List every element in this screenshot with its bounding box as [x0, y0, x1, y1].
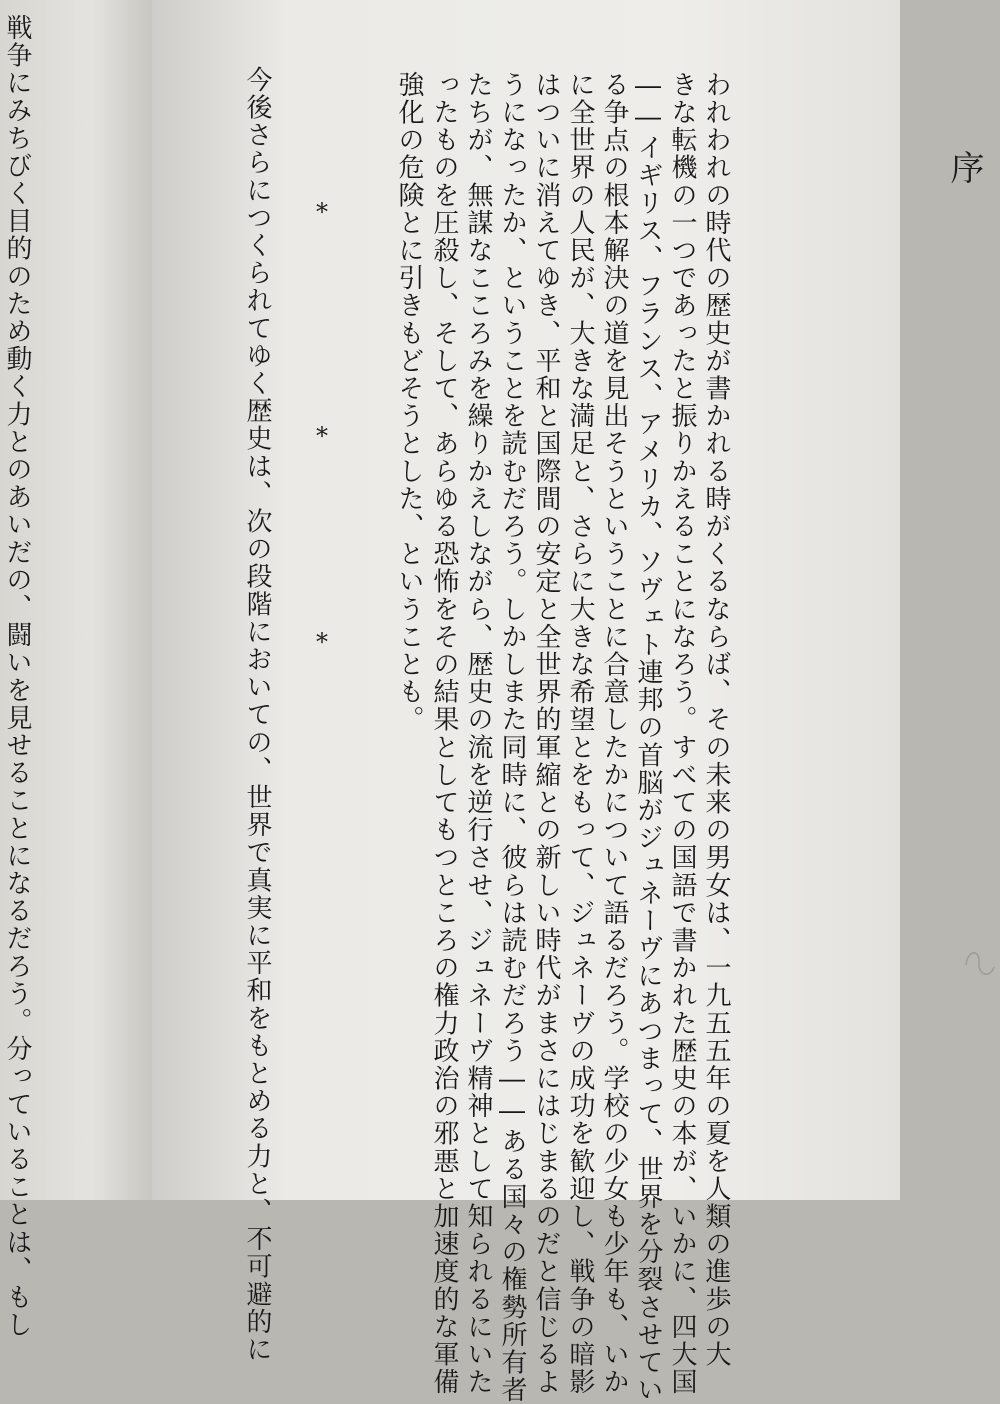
paragraph-column-2: きな転機の一つであったと振りかえることになろう。すべての国語で書かれた歴史の本が、いかに、四大国 [667, 71, 697, 1396]
paragraph-column-4: る争点の根本解決の道を見出そうということに合意したかについて語るだろう。学校の少女も少年も、いか [599, 71, 629, 1396]
section-separator-asterisk: * [316, 422, 328, 450]
paragraph-column-7: うになったか、ということを読むだろう。しかしまた同時に、彼らは読むだろう――ある国々の権勢所有者 [497, 71, 527, 1404]
left-page-column: 戦争にみちびく目的のため動く力とのあいだの、闘いを見せることになるだろう。分っていることは、もし [2, 14, 32, 1339]
paragraph-column-6: はついに消えてゆき、平和と国際間の安定と全世界的軍縮との新しい時代がまさにはじまるのだと信じるよ [531, 71, 561, 1396]
paragraph-column-8: たちが、無謀なこころみを繰りかえしながら、歴史の流を逆行させ、ジュネーヴ精神として知られるにいた [463, 71, 493, 1396]
pencil-mark-icon [960, 945, 1000, 985]
section-separator-asterisk: * [316, 628, 328, 656]
paragraph-column-10: 強化の危険とに引きもどそうとした、ということも。 [394, 71, 424, 734]
paragraph-column-9: ったものを圧殺し、そして、あらゆる恐怖をその結果としてもつところの権力政治の邪悪と加速度的な軍備 [429, 71, 459, 1396]
paragraph-column-1: われわれの時代の歴史が書かれる時がくるならば、その未来の男女は、一九五五年の夏を人類の進歩の大 [701, 71, 731, 1369]
paragraph-column-3: ――イギリス、フランス、アメリカ、ソヴェト連邦の首脳がジュネーヴにあつまって、世界を分裂させてい [633, 71, 663, 1404]
right-page [152, 0, 984, 1404]
section-separator-asterisk: * [316, 198, 328, 226]
left-page [0, 0, 153, 1339]
paragraph-column-11: 今後さらにつくられてゆく歴史は、次の段階においての、世界で真実に平和をもとめる力と、不可避的に [242, 66, 272, 1364]
section-heading: 序 [944, 150, 984, 186]
paragraph-column-5: に全世界の人民が、大きな満足と、さらに大きな希望とをもって、ジュネーヴの成功を歓迎し、戦争の暗影 [565, 71, 595, 1396]
